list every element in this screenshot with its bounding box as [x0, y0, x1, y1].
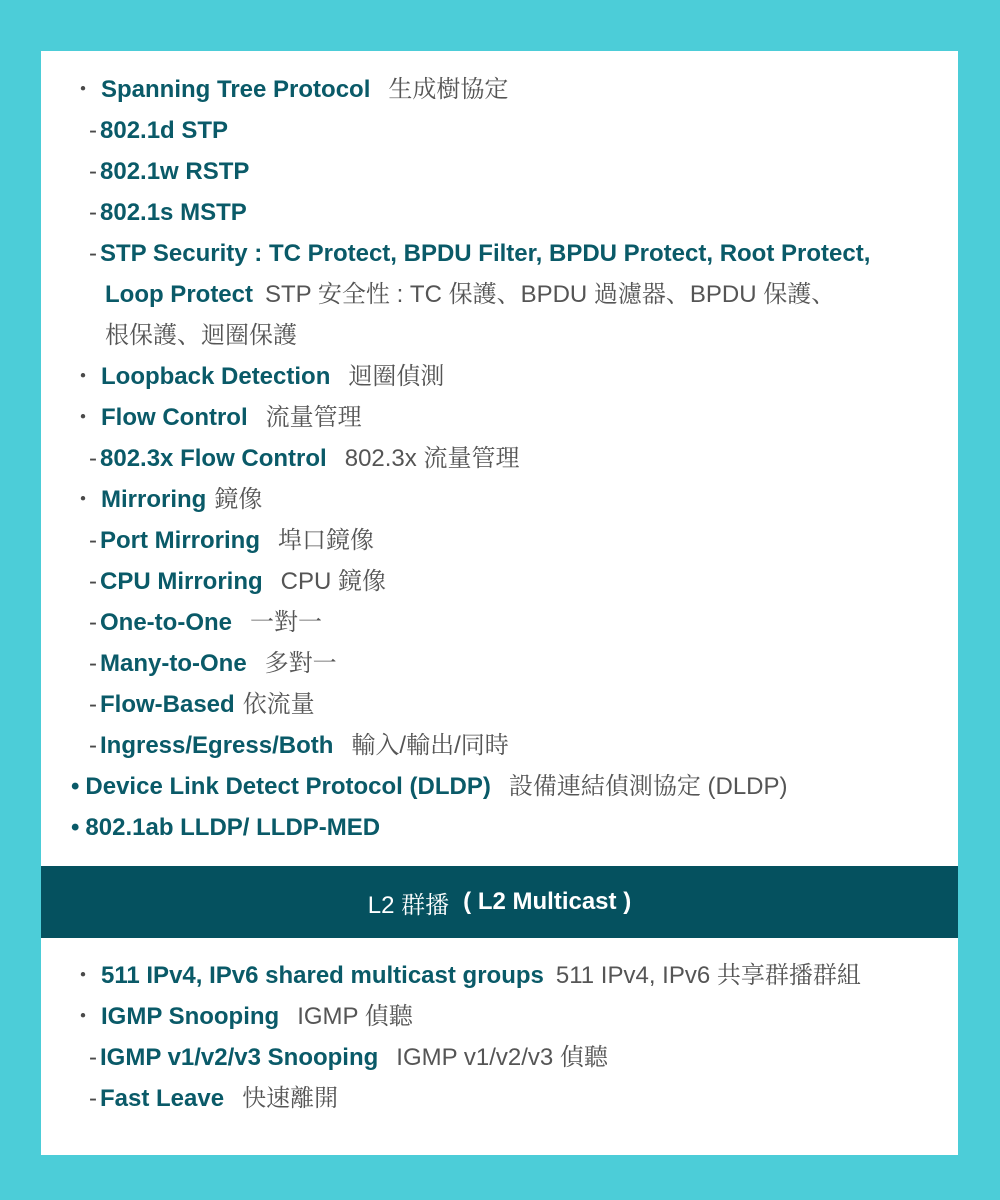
list-item: [41, 438, 958, 479]
feature-name-zh: 依流量: [242, 691, 315, 718]
bullet-icon: •: [71, 814, 80, 841]
feature-name-zh: 快速離開: [242, 1085, 339, 1112]
feature-name-zh: 設備連結偵測協定 (DLDP): [508, 773, 788, 800]
feature-name: STP Security : TC Protect, BPDU Filter, BPDU Protect, Root Protect,: [100, 240, 871, 267]
dash-icon: -: [89, 691, 97, 718]
feature-name: Flow-Based: [100, 691, 235, 718]
bullet-icon: ・: [71, 1003, 95, 1030]
dash-icon: -: [89, 609, 97, 636]
feature-name-zh: CPU 鏡像: [280, 568, 387, 595]
feature-name: Mirroring: [101, 486, 207, 513]
bullet-icon: ・: [71, 76, 95, 103]
feature-name-zh: IGMP v1/v2/v3 偵聽: [396, 1044, 608, 1071]
list-item: [41, 520, 958, 561]
feature-name-zh: STP 安全性 : TC 保護、BPDU 過濾器、BPDU 保護、: [265, 281, 836, 308]
content-panel: [41, 51, 958, 1155]
list-item: [41, 684, 958, 725]
dash-icon: -: [89, 117, 97, 144]
feature-name-zh: 鏡像: [214, 486, 263, 513]
feature-name-zh: 生成樹協定: [388, 76, 509, 103]
list-item: [41, 561, 958, 602]
dash-icon: -: [89, 650, 97, 677]
feature-name-zh: 802.3x 流量管理: [344, 445, 520, 472]
feature-name: Ingress/Egress/Both: [100, 732, 334, 759]
feature-name-zh: 流量管理: [265, 404, 362, 431]
feature-name-zh: 輸入/輸出/同時: [351, 732, 509, 759]
bullet-icon: ・: [71, 404, 95, 431]
dash-icon: -: [89, 1085, 97, 1112]
feature-name: Loop Protect: [105, 281, 253, 308]
list-item: [41, 996, 958, 1037]
list-item-continuation: [41, 274, 958, 315]
feature-name: Flow Control: [101, 404, 248, 431]
feature-name: Fast Leave: [100, 1085, 225, 1112]
dash-icon: -: [89, 240, 97, 267]
dash-icon: -: [89, 1044, 97, 1071]
feature-name: 802.1ab LLDP/ LLDP-MED: [85, 814, 381, 841]
multicast-feature-list: [41, 955, 958, 1119]
feature-name-zh: 埠口鏡像: [278, 527, 374, 554]
dash-icon: -: [89, 199, 97, 226]
feature-name: 802.3x Flow Control: [100, 445, 327, 472]
feature-name: 802.1w RSTP: [100, 158, 250, 185]
feature-name-zh: IGMP 偵聽: [297, 1003, 413, 1030]
feature-name: IGMP v1/v2/v3 Snooping: [100, 1044, 379, 1071]
section-header-zh: L2 群播: [367, 891, 450, 919]
feature-name: Port Mirroring: [100, 527, 260, 554]
feature-name: 802.1d STP: [100, 117, 229, 144]
bullet-icon: •: [71, 773, 80, 800]
feature-name-zh: 一對一: [250, 609, 322, 636]
section-header-en: ( L2 Multicast ): [463, 888, 632, 915]
list-item: [41, 766, 958, 807]
feature-name: One-to-One: [100, 609, 232, 636]
list-item: [41, 151, 958, 192]
bullet-icon: ・: [71, 486, 95, 513]
list-item: [41, 1037, 958, 1078]
list-item: [41, 69, 958, 110]
list-item: [41, 356, 958, 397]
list-item: [41, 479, 958, 520]
feature-name: Spanning Tree Protocol: [101, 76, 371, 103]
bullet-icon: ・: [71, 962, 95, 989]
feature-name-zh: 511 IPv4, IPv6 共享群播群組: [555, 962, 861, 989]
list-item: [41, 602, 958, 643]
feature-name-zh: 根保護、迴圈保護: [105, 322, 297, 349]
dash-icon: -: [89, 568, 97, 595]
list-item: [41, 1078, 958, 1119]
list-item: [41, 192, 958, 233]
feature-name: IGMP Snooping: [101, 1003, 280, 1030]
dash-icon: -: [89, 732, 97, 759]
feature-name-zh: 多對一: [264, 650, 337, 677]
list-item: [41, 725, 958, 766]
list-item-continuation: [41, 315, 958, 356]
feature-name: CPU Mirroring: [100, 568, 263, 595]
list-item: [41, 807, 958, 848]
list-item: [41, 110, 958, 151]
list-item: [41, 397, 958, 438]
list-item: [41, 233, 958, 274]
section-header-l2-multicast: [41, 866, 958, 938]
feature-name: Loopback Detection: [101, 363, 331, 390]
list-item: [41, 955, 958, 996]
dash-icon: -: [89, 445, 97, 472]
list-item: [41, 643, 958, 684]
dash-icon: -: [89, 158, 97, 185]
l2-feature-list: [41, 69, 958, 848]
bullet-icon: ・: [71, 363, 95, 390]
feature-name: 802.1s MSTP: [100, 199, 247, 226]
dash-icon: -: [89, 527, 97, 554]
feature-name: Many-to-One: [100, 650, 247, 677]
feature-name-zh: 迴圈偵測: [348, 363, 445, 390]
feature-name: 511 IPv4, IPv6 shared multicast groups: [101, 962, 544, 989]
feature-name: Device Link Detect Protocol (DLDP): [85, 773, 491, 800]
